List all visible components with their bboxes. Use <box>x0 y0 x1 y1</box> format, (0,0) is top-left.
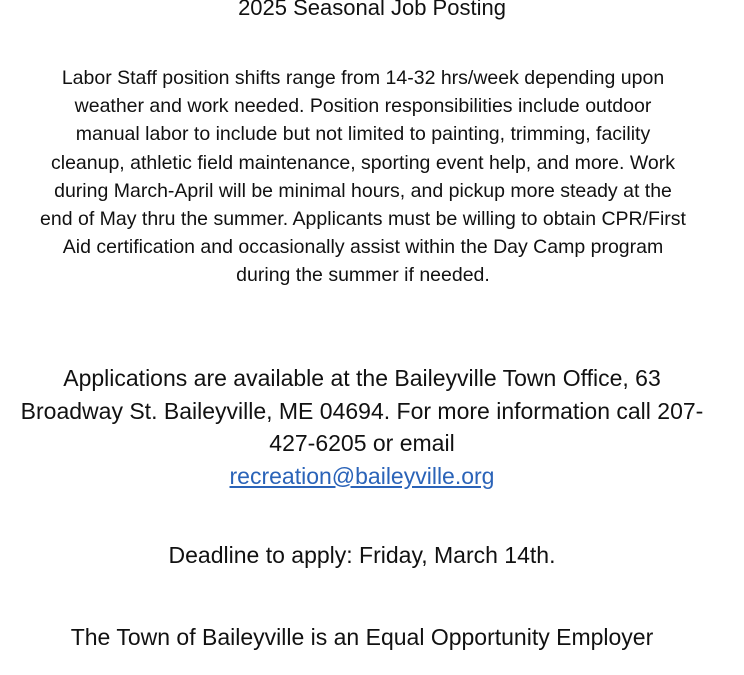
application-info <box>20 362 704 492</box>
application-info-text: Applications are available at the Baileyville Town Office, 63 Broadway St. Baileyville, ME 04694. For more information call 207-427-6205 or email <box>20 365 704 456</box>
posting-title: 2025 Seasonal Job Posting <box>238 0 506 20</box>
equal-opportunity-statement: The Town of Baileyville is an Equal Opportunity Employer <box>70 624 654 650</box>
deadline-text: Deadline to apply: Friday, March 14th. <box>168 542 556 568</box>
position-description: Labor Staff position shifts range from 14-32 hrs/week depending upon weather and work needed. Position responsibilities include outdoor manual labor to include but not limited to painting, trimming, facility cleanup, athletic field maintenance, sporting event help, and more. Work during March-April will be minimal hours, and pickup more steady at the end of May thru the summer. Applicants must be willing to obtain CPR/First Aid certification and occasionally assist within the Day Camp program during the summer if needed. <box>40 67 686 287</box>
email-link[interactable]: recreation@baileyville.org <box>229 462 495 489</box>
